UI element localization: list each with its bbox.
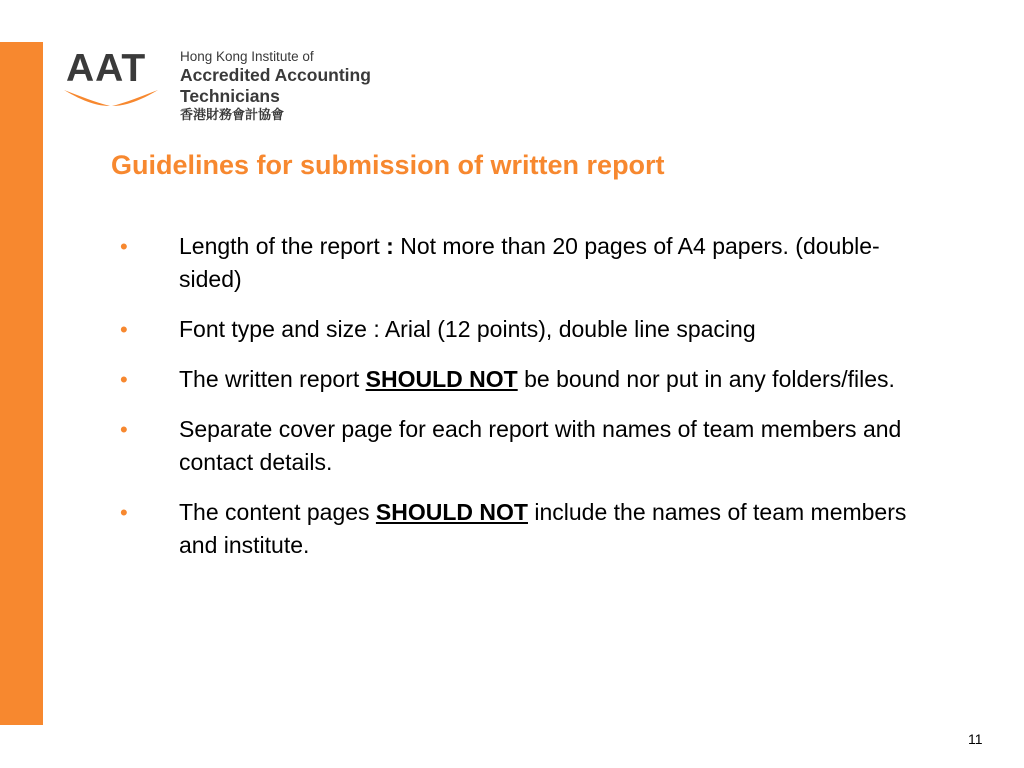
logo-line-1: Hong Kong Institute of: [180, 49, 314, 64]
bullet-item: [120, 363, 910, 396]
bullet-dot-icon: •: [120, 500, 128, 525]
emphasis-text: SHOULD NOT: [375, 499, 528, 525]
bullet-item: [120, 313, 910, 346]
orange-side-bar: [0, 42, 43, 725]
logo-line-2: Accredited Accounting Technicians: [180, 65, 371, 106]
bullet-text: include the names of team members and institute.: [179, 499, 907, 558]
aat-logo: [62, 47, 462, 122]
bullet-dot-icon: •: [120, 234, 128, 259]
logo-text: [180, 49, 462, 123]
slide-title: Guidelines for submission of written report: [111, 150, 665, 180]
bullet-text: The written report: [179, 366, 366, 392]
emphasis-text: SHOULD NOT: [365, 366, 518, 392]
logo-swoosh-icon: [62, 84, 162, 110]
bullet-dot-icon: •: [120, 317, 128, 342]
page-number: 11: [968, 731, 983, 747]
bullet-text: Length of the report: [179, 233, 387, 259]
bullet-bold-colon: :: [386, 233, 394, 259]
bullet-text: Separate cover page for each report with names of team members and contact details.: [179, 416, 902, 475]
bullet-item: [120, 230, 910, 296]
bullet-text: Font type and size : Arial (12 points), double line spacing: [179, 316, 756, 342]
logo-letters: AAT: [66, 47, 147, 90]
bullet-item: [120, 413, 910, 479]
bullet-text: The content pages: [179, 499, 376, 525]
aat-logo-mark: [62, 48, 162, 110]
bullet-text: be bound nor put in any folders/files.: [517, 366, 895, 392]
bullet-dot-icon: •: [120, 417, 128, 442]
bullet-text: Not more than 20 pages of A4 papers. (double-sided): [179, 233, 880, 292]
bullet-list: [120, 230, 910, 579]
bullet-dot-icon: •: [120, 367, 128, 392]
bullet-item: [120, 496, 910, 562]
logo-line-3: 香港財務會計協會: [180, 107, 285, 122]
